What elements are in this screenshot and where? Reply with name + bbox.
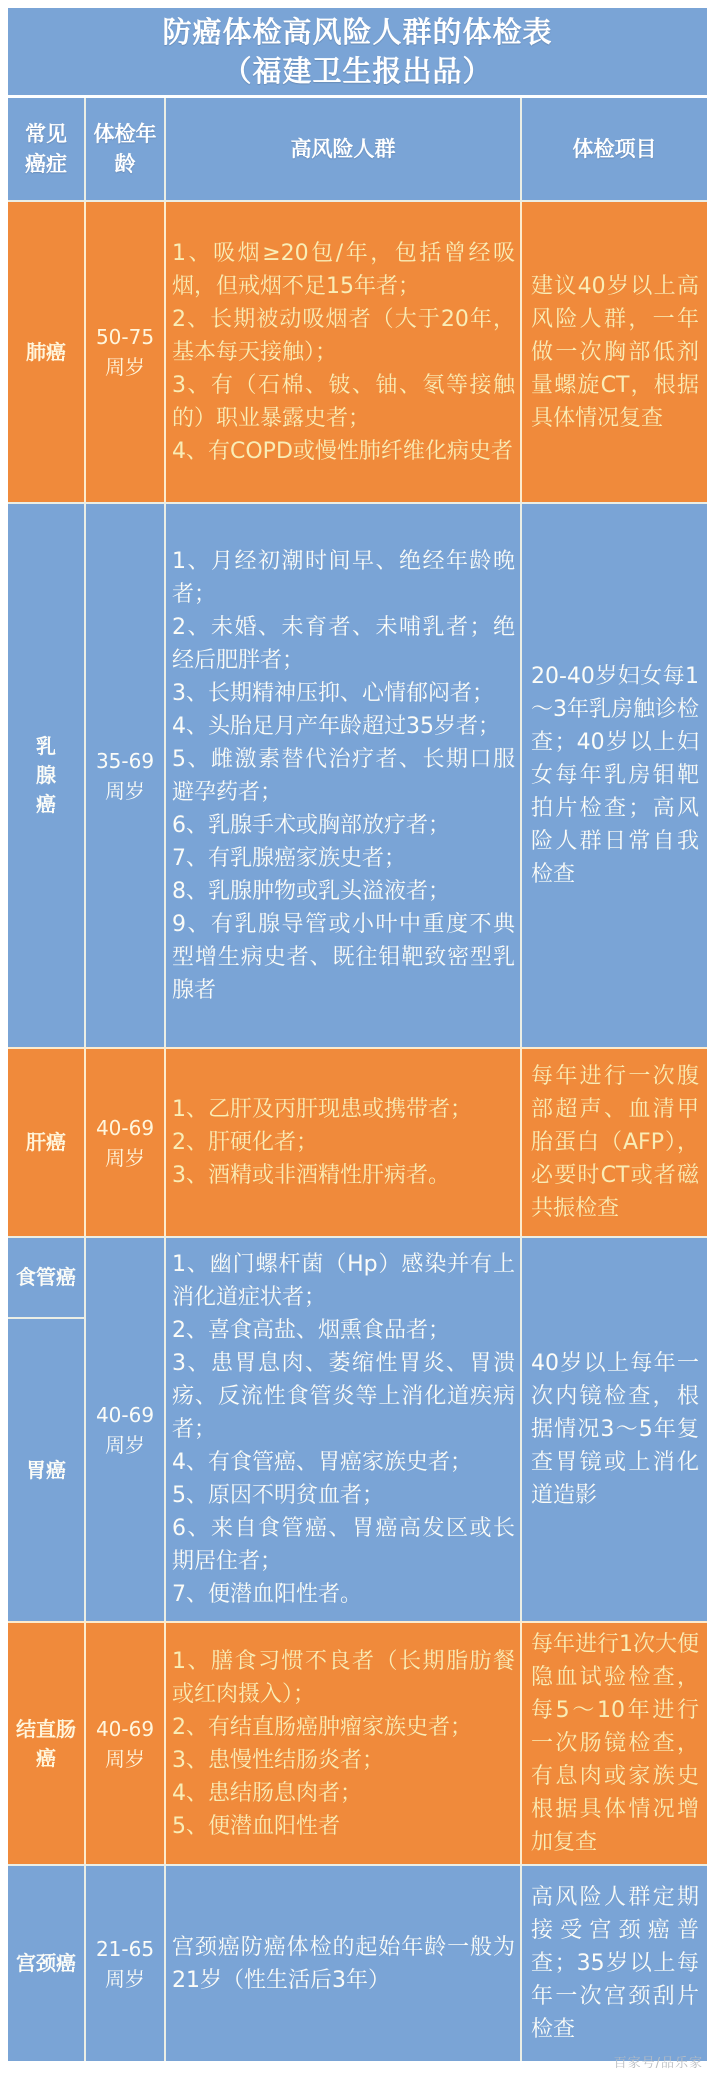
age-cell: 40-69周岁 [86,1623,166,1864]
risk-item: 5、原因不明贫血者； [172,1483,384,1508]
risk-item: 1、月经初潮时间早、绝经年龄晚者； [172,548,515,607]
exam-cell: 40岁以上每年一次内镜检查，根据情况3～5年复查胃镜或上消化道造影 [531,1351,699,1508]
risk-item: 6、来自食管癌、胃癌高发区或长期居住者； [172,1516,515,1574]
risk-item: 3、有（石棉、铍、铀、氡等接触的）职业暴露史者； [172,372,515,431]
row-esophageal-stomach-cancer [8,1236,707,1621]
risk-item: 2、有结直肠癌肿瘤家族史者； [172,1714,472,1740]
table-header-row [8,98,707,202]
table-title-line1: 防癌体检高风险人群的体检表 [162,14,553,49]
risk-item: 6、乳腺手术或胸部放疗者； [172,812,450,838]
risk-item: 3、患胃息肉、萎缩性胃炎、胃溃疡、反流性食管炎等上消化道疾病者； [172,1351,515,1442]
cancer-name-cell: 乳腺癌 [8,504,86,1047]
watermark-baijiahao: 百家号/品乐家 [613,2056,703,2071]
risk-item: 7、有乳腺癌家族史者； [172,845,406,871]
exam-cell: 建议40岁以上高风险人群，一年做一次胸部低剂量螺旋CT，根据具体情况复查 [531,273,699,431]
row-cervical-cancer [8,1864,707,2061]
risk-item: 1、乙肝及丙肝现患或携带者； [172,1097,472,1122]
risk-item: 3、长期精神压抑、心情郁闷者； [172,680,494,706]
cancer-name-cell: 结直肠癌 [8,1623,86,1864]
risk-item: 1、吸烟≥20包/年，包括曾经吸烟，但戒烟不足15年者； [172,240,515,299]
table-title-block [8,8,707,98]
cancer-name-cell: 宫颈癌 [8,1866,86,2061]
risk-item: 2、未婚、未育者、未哺乳者；绝经后肥胖者； [172,614,515,673]
header-high-risk-group: 高风险人群 [166,98,522,200]
risk-item: 5、便潜血阳性者 [172,1813,340,1839]
age-cell: 35-69周岁 [86,504,166,1047]
risk-item: 1、幽门螺杆菌（Hp）感染并有上消化道症状者； [172,1252,515,1310]
age-cell: 40-69周岁 [86,1049,166,1236]
header-common-cancers: 常见癌症 [8,98,86,200]
header-exam-items: 体检项目 [572,137,657,161]
row-liver-cancer [8,1047,707,1236]
risk-item: 4、有COPD或慢性肺纤维化病史者 [172,438,513,464]
risk-list [166,1238,522,1621]
screening-table [8,8,707,2061]
risk-item: 8、乳腺肿物或乳头溢液者； [172,878,450,904]
cancer-name-cell [8,1238,86,1621]
exam-cell: 高风险人群定期接受宫颈癌普查；35岁以上每年一次宫颈刮片检查 [531,1885,699,2042]
risk-item: 5、雌激素替代治疗者、长期口服避孕药者； [172,746,515,805]
risk-item: 9、有乳腺导管或小叶中重度不典型增生病史者、既往钼靶致密型乳腺者 [172,911,515,1003]
risk-item: 3、患慢性结肠炎者； [172,1747,384,1773]
exam-cell: 每年进行一次腹部超声、血清甲胎蛋白（AFP），必要时CT或者磁共振检查 [531,1064,699,1221]
cancer-name-esophageal: 食管癌 [8,1238,84,1319]
row-breast-cancer [8,502,707,1047]
age-cell: 21-65周岁 [86,1866,166,2061]
age-cell: 50-75周岁 [86,202,166,502]
risk-item: 4、患结肠息肉者； [172,1780,362,1806]
risk-list [166,202,522,502]
risk-list [166,1049,522,1236]
cancer-name-cell: 肝癌 [8,1049,86,1236]
exam-cell: 20-40岁妇女每1～3年乳房触诊检查；40岁以上妇女每年乳房钼靶拍片检查；高风险人群日常自我检查 [531,664,699,887]
row-colorectal-cancer [8,1621,707,1864]
risk-item: 2、肝硬化者； [172,1130,318,1155]
risk-list [166,1623,522,1864]
exam-cell: 每年进行1次大便隐血试验检查，每5～10年进行一次肠镜检查，有息肉或家族史根据具体情况增加复查 [531,1632,699,1855]
risk-item: 7、便潜血阳性者。 [172,1582,362,1607]
cancer-name-cell: 肺癌 [8,202,86,502]
risk-item: 1、膳食习惯不良者（长期脂肪餐或红肉摄入）； [172,1648,515,1707]
table-title-line2: （福建卫生报出品） [222,53,493,88]
risk-item: 宫颈癌防癌体检的起始年龄一般为21岁（性生活后3年） [172,1934,515,1993]
row-lung-cancer [8,202,707,502]
cancer-name-stomach: 胃癌 [26,1457,66,1482]
risk-item: 3、酒精或非酒精性肝病者。 [172,1163,450,1188]
risk-item: 2、喜食高盐、烟熏食品者； [172,1318,450,1343]
header-screening-age: 体检年龄 [86,98,166,200]
risk-list [166,504,522,1047]
risk-item: 4、头胎足月产年龄超过35岁者； [172,713,500,739]
risk-text [166,1866,522,2061]
risk-item: 2、长期被动吸烟者（大于20年，基本每天接触）； [172,306,515,365]
age-cell: 40-69周岁 [86,1238,166,1621]
risk-item: 4、有食管癌、胃癌家族史者； [172,1450,472,1475]
